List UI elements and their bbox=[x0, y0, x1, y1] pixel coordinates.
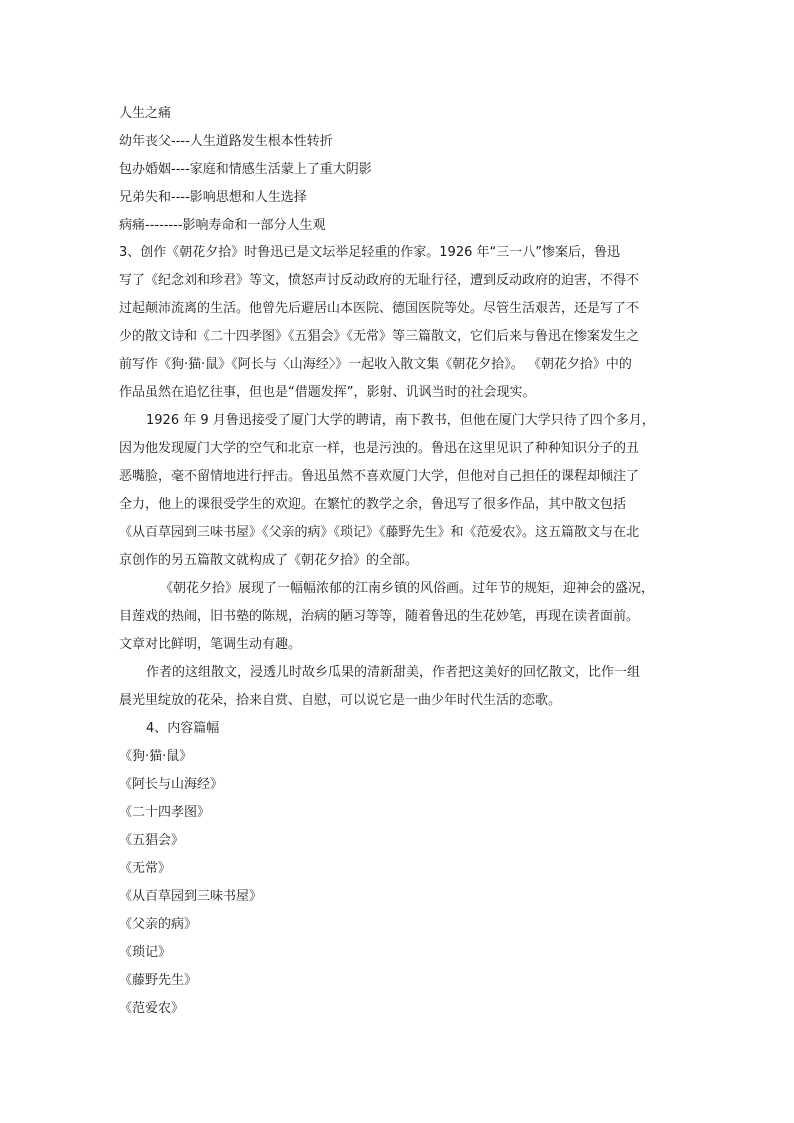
list-item: 《范爱农》 bbox=[119, 1001, 185, 1016]
list-item: 《琐记》 bbox=[119, 945, 172, 960]
text-line: 包办婚姻----家庭和情感生活蒙上了重大阴影 bbox=[119, 162, 372, 177]
paragraph-customs-line: 《朝花夕拾》展现了一幅幅浓郁的江南乡镇的风俗画。过年节的规矩，迎神会的盛况， bbox=[160, 581, 655, 596]
text-line: 兄弟失和----影响思想和人生选择 bbox=[119, 190, 307, 205]
paragraph-xiamen-line: 因为他发现厦门大学的空气和北京一样，也是污浊的。鲁迅在这里见识了种种知识分子的丑 bbox=[119, 441, 640, 456]
paragraph-customs-line: 文章对比鲜明，笔调生动有趣。 bbox=[119, 637, 302, 652]
paragraph-xiamen-line: 《从百草园到三味书屋》《父亲的病》《琐记》《藤野先生》和《范爱农》。这五篇散文与在北 bbox=[119, 525, 640, 540]
list-item: 《狗·猫·鼠》 bbox=[119, 749, 193, 764]
paragraph-xiamen-line: 全力，他上的课很受学生的欢迎。在繁忙的教学之余，鲁迅写了很多作品，其中散文包括 bbox=[119, 497, 627, 512]
paragraph-xiamen-line: 京创作的另五篇散文就构成了《朝花夕拾》的全部。 bbox=[119, 553, 419, 568]
section-heading-contents: 4、内容篇幅 bbox=[146, 721, 220, 736]
paragraph-summary-line: 晨光里绽放的花朵，拾来自赏、自慰，可以说它是一曲少年时代生活的恋歌。 bbox=[119, 693, 562, 708]
text-line: 病痛--------影响寿命和一部分人生观 bbox=[119, 218, 326, 233]
paragraph-3-line: 作品虽然在追忆往事，但也是“借题发挥”，影射、讥讽当时的社会现实。 bbox=[119, 385, 536, 400]
heading-life-pain: 人生之痛 bbox=[119, 106, 172, 121]
text-line: 幼年丧父----人生道路发生根本性转折 bbox=[119, 134, 333, 149]
paragraph-3-line: 前写作《狗·猫·鼠》《阿长与〈山海经〉》一起收入散文集《朝花夕拾》。 《朝花夕拾》中的 bbox=[119, 357, 632, 372]
list-item: 《藤野先生》 bbox=[119, 973, 198, 988]
list-item: 《五猖会》 bbox=[119, 833, 185, 848]
paragraph-3-line: 少的散文诗和《二十四孝图》《五猖会》《无常》等三篇散文，它们后来与鲁迅在惨案发生之 bbox=[119, 329, 640, 344]
list-item: 《无常》 bbox=[119, 861, 172, 876]
list-item: 《从百草园到三味书屋》 bbox=[119, 889, 263, 904]
paragraph-3-line: 写了《纪念刘和珍君》等文，愤怒声讨反动政府的无耻行径，遭到反动政府的迫害，不得不 bbox=[119, 273, 640, 288]
list-item: 《父亲的病》 bbox=[119, 917, 198, 932]
list-item: 《二十四孝图》 bbox=[119, 805, 211, 820]
paragraph-summary-line: 作者的这组散文，浸透儿时故乡瓜果的清新甜美，作者把这美好的回忆散文，比作一组 bbox=[146, 665, 641, 680]
paragraph-xiamen-line: 恶嘴脸，毫不留情地进行抨击。鲁迅虽然不喜欢厦门大学，但他对自己担任的课程却倾注了 bbox=[119, 469, 640, 484]
paragraph-3-line: 3、创作《朝花夕拾》时鲁迅已是文坛举足轻重的作家。1926 年“三一八”惨案后，鲁迅 bbox=[119, 245, 620, 260]
paragraph-xiamen-line: 1926 年 9 月鲁迅接受了厦门大学的聘请，南下教书，但他在厦门大学只待了四个多月， bbox=[146, 413, 655, 428]
list-item: 《阿长与山海经》 bbox=[119, 777, 224, 792]
paragraph-customs-line: 目莲戏的热闹，旧书塾的陈规，治病的陋习等等，随着鲁迅的生花妙笔，再现在读者面前。 bbox=[119, 609, 640, 624]
paragraph-3-line: 过起颠沛流离的生活。他曾先后避居山本医院、德国医院等处。尽管生活艰苦，还是写了不 bbox=[119, 301, 640, 316]
